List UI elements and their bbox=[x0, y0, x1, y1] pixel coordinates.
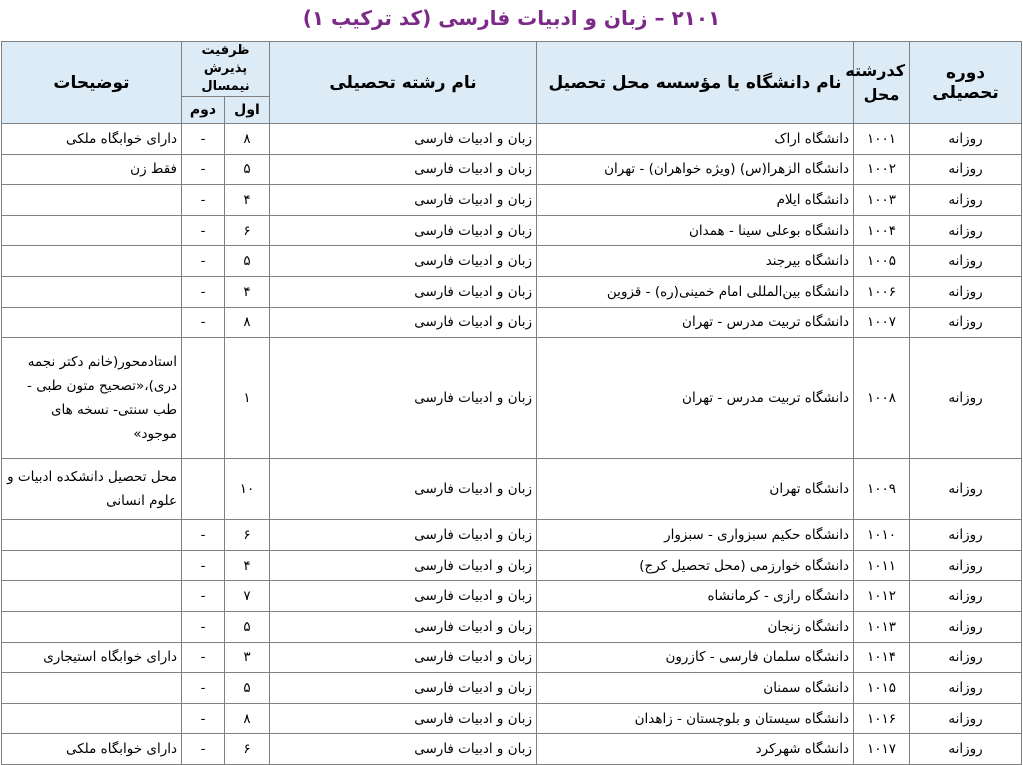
cell-major: زبان و ادبیات فارسی bbox=[270, 154, 537, 185]
cell-course: روزانه bbox=[910, 550, 1022, 581]
cell-course: روزانه bbox=[910, 734, 1022, 765]
cell-major: زبان و ادبیات فارسی bbox=[270, 734, 537, 765]
cell-first-capacity: ۳ bbox=[225, 642, 270, 673]
cell-code: ۱۰۱۵ bbox=[854, 673, 910, 704]
cell-course: روزانه bbox=[910, 581, 1022, 612]
cell-code: ۱۰۰۲ bbox=[854, 154, 910, 185]
cell-major: زبان و ادبیات فارسی bbox=[270, 550, 537, 581]
cell-second-capacity: - bbox=[182, 124, 225, 155]
cell-course: روزانه bbox=[910, 185, 1022, 216]
header-major: نام رشته تحصیلی bbox=[270, 42, 537, 124]
cell-course: روزانه bbox=[910, 703, 1022, 734]
cell-code: ۱۰۱۰ bbox=[854, 520, 910, 551]
table-row bbox=[2, 673, 1022, 704]
cell-university: دانشگاه سلمان فارسی - کازرون bbox=[537, 642, 854, 673]
cell-code: ۱۰۰۱ bbox=[854, 124, 910, 155]
page-title: ۲۱۰۱ – زبان و ادبیات فارسی (کد ترکیب ۱) bbox=[302, 6, 721, 30]
cell-first-capacity: ۱۰ bbox=[225, 459, 270, 520]
cell-university: دانشگاه تربیت مدرس - تهران bbox=[537, 338, 854, 459]
cell-notes bbox=[2, 185, 182, 216]
cell-university: دانشگاه سمنان bbox=[537, 673, 854, 704]
table-row bbox=[2, 642, 1022, 673]
cell-notes bbox=[2, 276, 182, 307]
table-row bbox=[2, 276, 1022, 307]
cell-code: ۱۰۰۶ bbox=[854, 276, 910, 307]
cell-code: ۱۰۰۷ bbox=[854, 307, 910, 338]
cell-first-capacity: ۸ bbox=[225, 307, 270, 338]
cell-notes: محل تحصیل دانشکده ادبیات و علوم انسانی bbox=[2, 459, 182, 520]
cell-major: زبان و ادبیات فارسی bbox=[270, 246, 537, 277]
cell-major: زبان و ادبیات فارسی bbox=[270, 520, 537, 551]
table-row bbox=[2, 215, 1022, 246]
cell-notes bbox=[2, 703, 182, 734]
cell-second-capacity bbox=[182, 338, 225, 459]
cell-course: روزانه bbox=[910, 611, 1022, 642]
cell-major: زبان و ادبیات فارسی bbox=[270, 642, 537, 673]
cell-second-capacity: - bbox=[182, 154, 225, 185]
table-row bbox=[2, 550, 1022, 581]
cell-first-capacity: ۱ bbox=[225, 338, 270, 459]
cell-first-capacity: ۵ bbox=[225, 154, 270, 185]
table-row bbox=[2, 154, 1022, 185]
cell-university: دانشگاه بیرجند bbox=[537, 246, 854, 277]
table-row bbox=[2, 734, 1022, 765]
cell-university: دانشگاه تهران bbox=[537, 459, 854, 520]
table-row bbox=[2, 520, 1022, 551]
cell-second-capacity: - bbox=[182, 276, 225, 307]
cell-course: روزانه bbox=[910, 642, 1022, 673]
cell-second-capacity bbox=[182, 459, 225, 520]
cell-second-capacity: - bbox=[182, 734, 225, 765]
cell-code: ۱۰۰۴ bbox=[854, 215, 910, 246]
table-row bbox=[2, 338, 1022, 459]
cell-major: زبان و ادبیات فارسی bbox=[270, 185, 537, 216]
cell-first-capacity: ۵ bbox=[225, 611, 270, 642]
cell-first-capacity: ۶ bbox=[225, 520, 270, 551]
cell-course: روزانه bbox=[910, 276, 1022, 307]
cell-university: دانشگاه بین‌المللی امام خمینی(ره) - قزوین bbox=[537, 276, 854, 307]
cell-course: روزانه bbox=[910, 246, 1022, 277]
cell-university: دانشگاه بوعلی سینا - همدان bbox=[537, 215, 854, 246]
cell-notes bbox=[2, 673, 182, 704]
table-row bbox=[2, 124, 1022, 155]
cell-notes: فقط زن bbox=[2, 154, 182, 185]
cell-notes bbox=[2, 611, 182, 642]
cell-first-capacity: ۵ bbox=[225, 673, 270, 704]
cell-course: روزانه bbox=[910, 307, 1022, 338]
header-university: نام دانشگاه یا مؤسسه محل تحصیل bbox=[537, 42, 854, 124]
cell-major: زبان و ادبیات فارسی bbox=[270, 338, 537, 459]
cell-notes bbox=[2, 307, 182, 338]
cell-code: ۱۰۱۴ bbox=[854, 642, 910, 673]
cell-second-capacity: - bbox=[182, 246, 225, 277]
cell-major: زبان و ادبیات فارسی bbox=[270, 459, 537, 520]
cell-university: دانشگاه اراک bbox=[537, 124, 854, 155]
cell-university: دانشگاه خوارزمی (محل تحصیل کرج) bbox=[537, 550, 854, 581]
cell-first-capacity: ۴ bbox=[225, 550, 270, 581]
cell-course: روزانه bbox=[910, 459, 1022, 520]
cell-code: ۱۰۱۶ bbox=[854, 703, 910, 734]
cell-second-capacity: - bbox=[182, 215, 225, 246]
cell-major: زبان و ادبیات فارسی bbox=[270, 673, 537, 704]
cell-major: زبان و ادبیات فارسی bbox=[270, 307, 537, 338]
cell-second-capacity: - bbox=[182, 581, 225, 612]
cell-university: دانشگاه سیستان و بلوچستان - زاهدان bbox=[537, 703, 854, 734]
cell-notes bbox=[2, 581, 182, 612]
cell-course: روزانه bbox=[910, 673, 1022, 704]
cell-first-capacity: ۴ bbox=[225, 276, 270, 307]
cell-code: ۱۰۱۲ bbox=[854, 581, 910, 612]
table-body bbox=[2, 124, 1022, 765]
table-row bbox=[2, 246, 1022, 277]
cell-code: ۱۰۰۳ bbox=[854, 185, 910, 216]
table-row bbox=[2, 459, 1022, 520]
table-row bbox=[2, 703, 1022, 734]
cell-course: روزانه bbox=[910, 520, 1022, 551]
cell-first-capacity: ۶ bbox=[225, 734, 270, 765]
header-second-semester: دوم bbox=[182, 97, 225, 124]
cell-university: دانشگاه حکیم سبزواری - سبزوار bbox=[537, 520, 854, 551]
cell-university: دانشگاه زنجان bbox=[537, 611, 854, 642]
table-row bbox=[2, 611, 1022, 642]
cell-second-capacity: - bbox=[182, 550, 225, 581]
cell-major: زبان و ادبیات فارسی bbox=[270, 581, 537, 612]
table-row bbox=[2, 185, 1022, 216]
cell-major: زبان و ادبیات فارسی bbox=[270, 276, 537, 307]
cell-first-capacity: ۴ bbox=[225, 185, 270, 216]
header-notes: توضیحات bbox=[2, 42, 182, 124]
cell-notes bbox=[2, 246, 182, 277]
cell-second-capacity: - bbox=[182, 307, 225, 338]
cell-second-capacity: - bbox=[182, 611, 225, 642]
cell-first-capacity: ۸ bbox=[225, 703, 270, 734]
cell-course: روزانه bbox=[910, 215, 1022, 246]
cell-notes bbox=[2, 215, 182, 246]
table-row bbox=[2, 307, 1022, 338]
cell-university: دانشگاه تربیت مدرس - تهران bbox=[537, 307, 854, 338]
cell-university: دانشگاه ایلام bbox=[537, 185, 854, 216]
header-capacity: ظرفیت پذیرش نیمسال bbox=[182, 42, 270, 97]
header-course: دوره تحصیلی bbox=[910, 42, 1022, 124]
header-first-semester: اول bbox=[225, 97, 270, 124]
cell-notes: دارای خوابگاه استیجاری bbox=[2, 642, 182, 673]
cell-notes bbox=[2, 520, 182, 551]
cell-first-capacity: ۷ bbox=[225, 581, 270, 612]
cell-major: زبان و ادبیات فارسی bbox=[270, 215, 537, 246]
cell-code: ۱۰۰۸ bbox=[854, 338, 910, 459]
table-header bbox=[2, 42, 1022, 124]
cell-course: روزانه bbox=[910, 338, 1022, 459]
cell-code: ۱۰۰۹ bbox=[854, 459, 910, 520]
cell-notes bbox=[2, 550, 182, 581]
cell-major: زبان و ادبیات فارسی bbox=[270, 703, 537, 734]
cell-first-capacity: ۸ bbox=[225, 124, 270, 155]
cell-course: روزانه bbox=[910, 124, 1022, 155]
cell-major: زبان و ادبیات فارسی bbox=[270, 124, 537, 155]
cell-second-capacity: - bbox=[182, 673, 225, 704]
cell-code: ۱۰۱۷ bbox=[854, 734, 910, 765]
cell-code: ۱۰۱۱ bbox=[854, 550, 910, 581]
cell-major: زبان و ادبیات فارسی bbox=[270, 611, 537, 642]
header-code: کدرشته محل bbox=[854, 42, 910, 124]
cell-first-capacity: ۵ bbox=[225, 246, 270, 277]
cell-code: ۱۰۱۳ bbox=[854, 611, 910, 642]
cell-university: دانشگاه شهرکرد bbox=[537, 734, 854, 765]
cell-notes: استادمحور(خانم دکتر نجمه دری)،«تصحیح متون طبی - طب سنتی- نسخه های موجود» bbox=[2, 338, 182, 459]
cell-course: روزانه bbox=[910, 154, 1022, 185]
cell-notes: دارای خوابگاه ملکی bbox=[2, 124, 182, 155]
cell-university: دانشگاه الزهرا(س) (ویژه خواهران) - تهران bbox=[537, 154, 854, 185]
cell-code: ۱۰۰۵ bbox=[854, 246, 910, 277]
table-row bbox=[2, 581, 1022, 612]
cell-second-capacity: - bbox=[182, 185, 225, 216]
admissions-table bbox=[1, 41, 1022, 765]
cell-second-capacity: - bbox=[182, 642, 225, 673]
cell-second-capacity: - bbox=[182, 520, 225, 551]
cell-notes: دارای خوابگاه ملکی bbox=[2, 734, 182, 765]
cell-second-capacity: - bbox=[182, 703, 225, 734]
cell-university: دانشگاه رازی - کرمانشاه bbox=[537, 581, 854, 612]
cell-first-capacity: ۶ bbox=[225, 215, 270, 246]
